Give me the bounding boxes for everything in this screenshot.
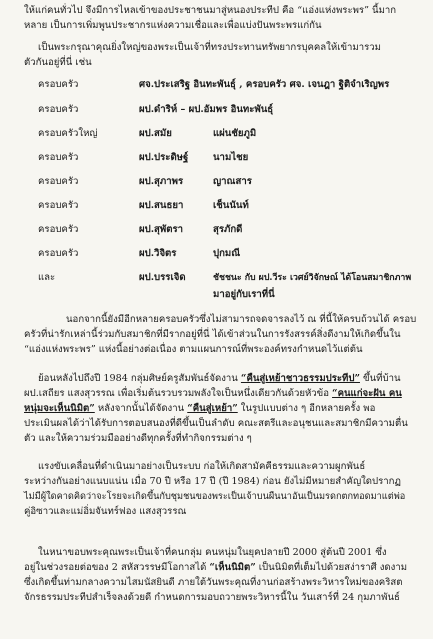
family-name: ศจ.ประเสริฐ อินทะพันธุ์ , ครอบครัว ศจ. เจนฎา ฐิติจำเริญพร xyxy=(139,79,390,90)
paragraph-5-line-3: ไม่มีผู้ใดคาดคิดว่าจะโรยจะเกิดขึ้นกับชุมชนของพระเป็นเจ้าบนผืนนาอันเป็นมรดกตกทอดมาแต่พ่อ xyxy=(24,491,406,502)
paragraph-3-line-1: นอกจากนี้ยังมีอีกหลายครอบครัวซึ่งไม่สามารถจดจารลงไว้ ณ ที่นี้ให้ครบถ้วนได้ ครอบ xyxy=(66,314,417,325)
paragraph-4-line-1: ย้อนหลังไปถึงปี 1984 กลุ่มศิษย์ครูสัมพันธ์จัดงาน “คืนสู่เหย้าชาวธรรมประทีป” ขึ้นที่บ้าน xyxy=(38,373,401,384)
theme-title: “คนแก่จะฝัน คน xyxy=(332,388,402,399)
paragraph-2-line-2: ตัวกันอยู่ที่นี่ เช่น xyxy=(24,57,92,68)
paragraph-4-line-2: ผป.เสถียร แสงสุวรรณ เพื่อเริ่มต้นรวบรวมพลังใจเป็นหนึ่งเดียวกันด้วยหัวข้อ “คนแก่จะฝัน คน xyxy=(24,388,402,399)
family-name: ผป.สมัย xyxy=(139,128,172,139)
family-row xyxy=(0,247,433,262)
family-tail: มาอยู่กับเราที่นี่ xyxy=(213,289,275,300)
paragraph-1-line-1: ให้แก่คนทั่วไป จึงมีการไหลเข้าของประชาชนมาสู่หนองประทีป คือ “แอ่งแห่งพระพร” นี้มาก xyxy=(24,5,397,16)
paragraph-2-line-1: เป็นพระกรุณาคุณยิ่งใหญ่ของพระเป็นเจ้าที่ทรงประทานทรัพยากรบุคคลให้เข้ามารวม xyxy=(38,42,381,53)
family-label: ครอบครัว xyxy=(38,248,79,259)
family-label: ครอบครัว xyxy=(38,152,79,163)
family-row xyxy=(0,127,433,142)
paragraph-6-line-1: ในหนาขอบพระคุณพระเป็นเจ้าที่คนกลุ่ม คนหนุ่มในยุคปลายปี 2000 สู่ต้นปี 2001 ซึ่ง xyxy=(38,547,387,558)
family-label: ครอบครัว xyxy=(38,104,79,115)
family-name: ผป.ดำริห์ – ผป.อัมพร อินทะพันธุ์ xyxy=(139,104,274,115)
paragraph-6-line-4: จักรธรรมประทีปสำเร็จลงด้วยดี กำหนดการมอบถวายพระวิหารนี้ใน วันเสาร์ที่ 24 กุมภาพันธ์ xyxy=(24,592,400,603)
family-row xyxy=(0,223,433,238)
paragraph-4-line-3: หนุ่มจะเห็นนิมิต” หลังจากนั้นได้จัดงาน “คืนสู่เหย้า” ในรูปแบบต่าง ๆ อีกหลายครั้ง พอ xyxy=(24,403,376,414)
paragraph-3-line-3: “แอ่งแห่งพระพร” แห่งนี้อย่างต่อเนื่อง ตามแผนการณ์ที่พระองค์ทรงกำหนดไว้แต่ต้น xyxy=(24,344,363,355)
family-row xyxy=(0,199,433,214)
family-name: ผป.บรรเจิด xyxy=(139,272,186,283)
paragraph-6-line-2: อยู่ในช่วงรอยต่อของ 2 สหัสวรรษมีโอกาสได้ “เห็นนิมิต” เป็นนิมิตที่เต็มไปด้วยสง่าราศี งดงาม xyxy=(24,562,408,573)
family-surname: เช็นนันท์ xyxy=(213,200,249,211)
family-label: ครอบครัว xyxy=(38,200,79,211)
family-name: ผป.สุพัตรา xyxy=(139,224,184,235)
family-row xyxy=(0,175,433,190)
family-row xyxy=(0,151,433,166)
family-name: ผป.สนธยา xyxy=(139,200,184,211)
paragraph-4-line-5: ตัว และให้ความร่วมมืออย่างดีทุกครั้งที่ทำกิจกรรมต่าง ๆ xyxy=(24,433,252,444)
family-surname: สุรภักดี xyxy=(213,224,243,235)
event-title-homecoming: “คืนสู่เหย้าชาวธรรมประทีป” xyxy=(240,373,360,384)
family-row xyxy=(0,78,433,93)
event-title-return: “คืนสู่เหย้า” xyxy=(187,403,238,414)
family-surname: ญาณสาร xyxy=(213,176,252,187)
family-label: ครอบครัว xyxy=(38,79,79,90)
family-row xyxy=(0,271,433,286)
paragraph-1-line-2: หลาย เป็นการเพิ่มพูนประชากรแห่งความเชื่อและเพื่อแบ่งปันพระพรแก่กัน xyxy=(24,20,322,31)
theme-title-cont: หนุ่มจะเห็นนิมิต” xyxy=(24,403,95,414)
family-surname: นามไชย xyxy=(213,152,249,163)
paragraph-4-line-4: ประเมินผลได้ว่าได้รับการตอบสนองที่ดีขึ้นเป็นลำดับ คณะสตรีและอนุชนและสมาชิกมีความตื่น xyxy=(24,418,408,429)
vision-term: “เห็นนิมิต” xyxy=(209,562,256,573)
paragraph-5-line-1: แรงขับเคลื่อนที่ดำเนินมาอย่างเป็นระบบ ก่อให้เกิดสามัคคีธรรมและความผูกพันธ์ xyxy=(38,461,366,472)
family-surname: แผ่นชัยภูมิ xyxy=(213,128,257,139)
paragraph-6-line-3: ซึ่งเกิดขึ้นท่ามกลางความไสมนัสยินดี ภายใต้วันพระคุณที่งานก่อสร้างพระวิหารใหม่ของคริสต xyxy=(24,577,403,588)
family-label: ครอบครัว xyxy=(38,224,79,235)
family-surname: ชัชชนะ กับ ผป.วีระ เวศย์วิจักษณ์ ได้โอนสมาชิกภาพ xyxy=(213,273,412,283)
family-surname: ปุกมณี xyxy=(213,248,241,259)
family-label: ครอบครัว xyxy=(38,176,79,187)
family-label: ครอบครัวใหญ่ xyxy=(38,128,98,139)
paragraph-3-line-2: ครัวที่น่ารักเหล่านี้ร่วมกับสมาชิกที่มีรากอยู่ที่นี่ ได้เข้าส่วนในการรังสรรค์สิ่งดีงามให้เกิดขึ้นใน xyxy=(24,329,401,340)
family-name: ผป.ประดิษฐ์ xyxy=(139,152,189,163)
paragraph-5-line-4: คู่อิซาวและแม่อิ่มจันทร์ฟอง แสงสุวรรณ xyxy=(24,506,187,517)
family-name: ผป.วิจิตร xyxy=(139,248,177,259)
family-name: ผป.สุภาพร xyxy=(139,176,184,187)
family-label: และ xyxy=(38,272,56,283)
family-row xyxy=(0,103,433,118)
paragraph-5-line-2: ระหว่างกันอย่างแนบแน่น เมื่อ 70 ปี หรือ 17 ปี (ปี 1984) ก่อน ยังไม่มีหมายสำคัญใดปรากฏ xyxy=(24,476,401,487)
